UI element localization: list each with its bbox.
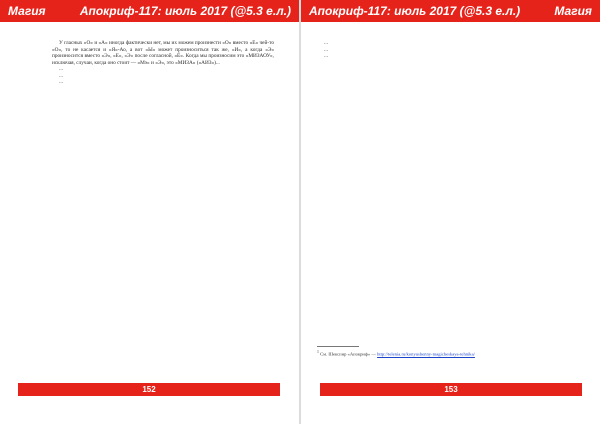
section-title: Магия	[8, 4, 46, 18]
issue-title: Апокриф-117: июль 2017 (@5.3 е.л.)	[309, 4, 521, 18]
section-title: Магия	[554, 4, 592, 18]
footnote-link[interactable]: http://telenia.ru/konyushenny-magicheskaya-tehnika/	[377, 351, 475, 357]
body-paragraph: ...	[324, 40, 328, 46]
body-paragraph: ...	[59, 66, 63, 73]
page-number-left: 152	[18, 383, 280, 396]
footnote-marker: 1	[317, 350, 319, 354]
page-spine	[299, 0, 301, 424]
body-paragraph: ...	[324, 46, 328, 53]
footnote	[317, 349, 547, 358]
issue-title: Апокриф-117: июль 2017 (@5.3 е.л.)	[79, 4, 291, 18]
right-page-body-text	[317, 40, 545, 342]
page-header-left	[0, 0, 299, 22]
body-paragraph: У гласных «О» и «А» иногда фактически нет, мы их можем произнести «О» вместо «Е» чей-то «О», то не касается и «Я»-Ао, а вот «Ы» может произноситься так же, «И», а когда «Э» произносится вместо «Э», «Е», «Э» после согласной, «Ё». Когда мы произносим это «МИЗАОУ», исключая, случаи, когда оно стоит — «Мэ» и «Э», это «МИЗА» («АИЗ»)...	[52, 40, 274, 66]
page-header-right	[301, 0, 600, 22]
body-paragraph: ...	[324, 53, 328, 60]
footnote-divider	[317, 346, 359, 347]
body-paragraph: ...	[59, 79, 63, 86]
left-page-body-text	[52, 40, 274, 358]
footnote-text: См. Шекспир «Апокриф» —	[320, 351, 376, 357]
body-paragraph: ...	[59, 72, 63, 79]
page-number-right: 153	[320, 383, 582, 396]
